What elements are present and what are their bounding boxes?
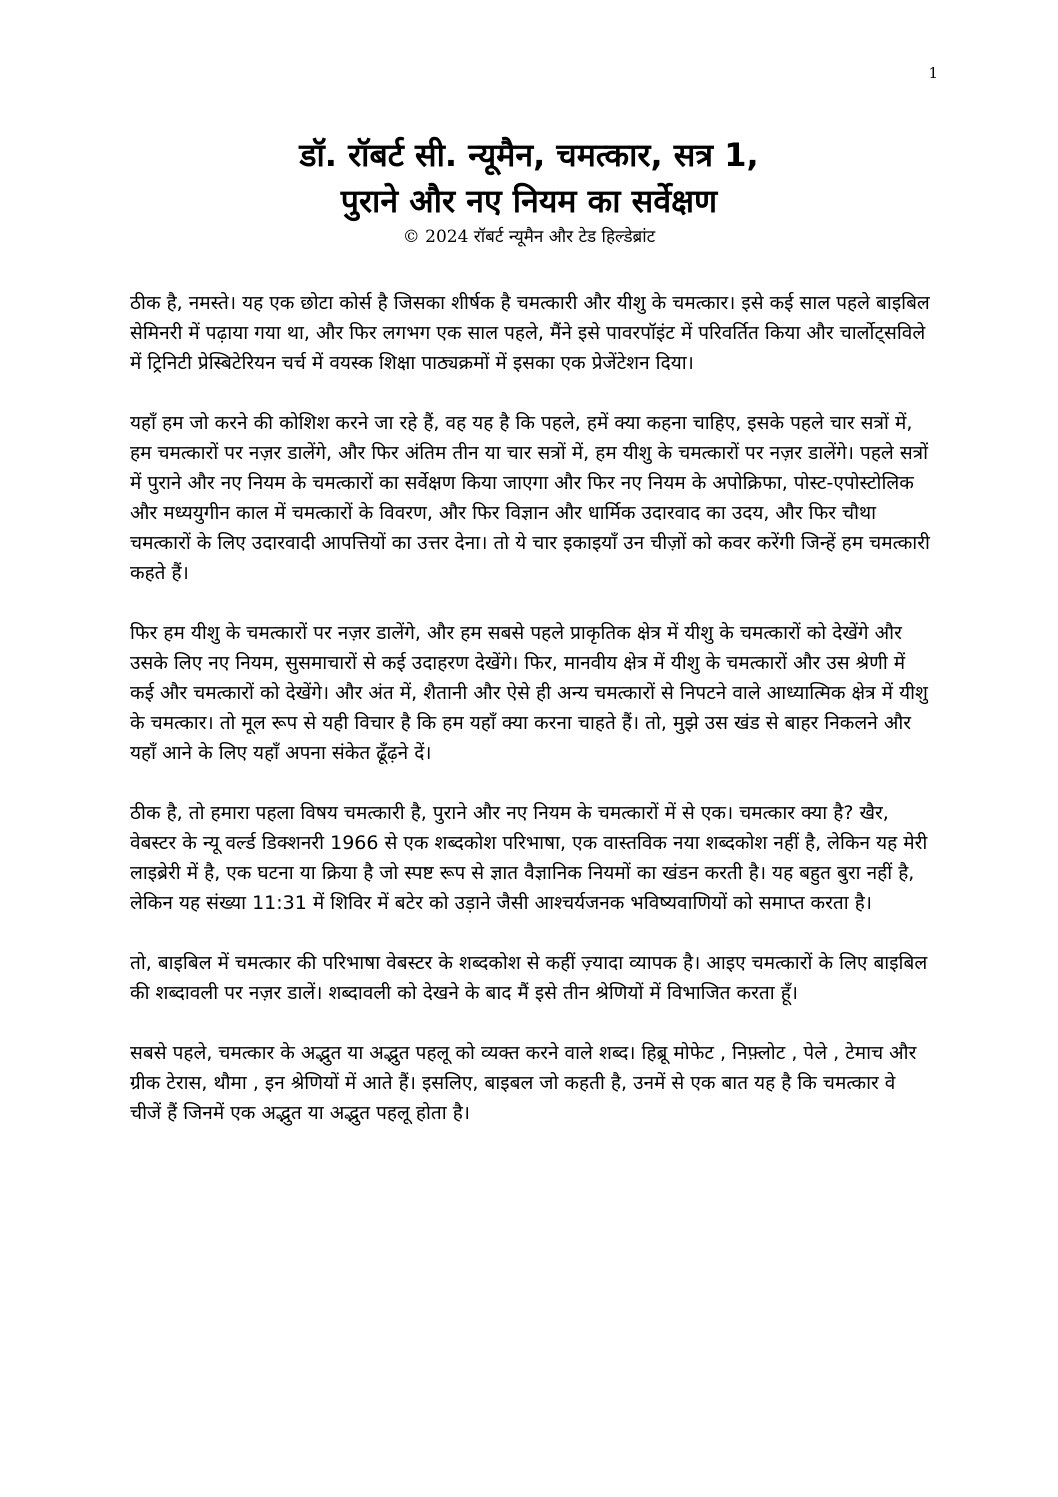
paragraph: ठीक है, तो हमारा पहला विषय चमत्कारी है, पुराने और नए नियम के चमत्कारों में से एक। चमत्कार क्या है? खैर, वेबस्टर के न्यू वर्ल्ड डिक्शनरी 1966 से एक शब्दकोश परिभाषा, एक वास्तविक नया शब्दकोश नहीं है, लेकिन यह मेरी लाइब्रेरी में है, एक घटना या क्रिया है जो स्पष्ट रूप से ज्ञात वैज्ञानिक नियमों का खंडन करती है। यह बहुत बुरा नहीं है, लेकिन यह संख्या 11:31 में शिविर में बटेर को उड़ाने जैसी आश्चर्यजनक भविष्यवाणियों को समाप्त करता है। (130, 802, 928, 914)
paragraph: तो, बाइबिल में चमत्कार की परिभाषा वेबस्टर के शब्दकोश से कहीं ज़्यादा व्यापक है। आइए चमत्कारों के लिए बाइबिल की शब्दावली पर नज़र डालें। शब्दावली को देखने के बाद मैं इसे तीन श्रेणियों में विभाजित करता हूँ। (130, 952, 928, 1004)
title-block (100, 132, 958, 250)
copyright-line: © 2024 रॉबर्ट न्यूमैन और टेड हिल्डेब्रांट (402, 227, 656, 247)
page-number: 1 (928, 64, 938, 82)
title-line-1: डॉ. रॉबर्ट सी. न्यूमैन, चमत्कार, सत्र 1, (299, 136, 759, 174)
body-text (130, 288, 930, 1158)
paragraph: सबसे पहले, चमत्कार के अद्भुत या अद्भुत पहलू को व्यक्त करने वाले शब्द। हिब्रू मोफेट , निफ़्लोट , पेले , टेमाच और ग्रीक टेरास, थौमा , इन श्रेणियों में आते हैं। इसलिए, बाइबल जो कहती है, उनमें से एक बात यह है कि चमत्कार वे चीजें हैं जिनमें एक अद्भुत या अद्भुत पहलू होता है। (130, 1042, 917, 1124)
paragraph: फिर हम यीशु के चमत्कारों पर नज़र डालेंगे, और हम सबसे पहले प्राकृतिक क्षेत्र में यीशु के चमत्कारों को देखेंगे और उसके लिए नए नियम, सुसमाचारों से कई उदाहरण देखेंगे। फिर, मानवीय क्षेत्र में यीशु के चमत्कारों और उस श्रेणी में कई और चमत्कारों को देखेंगे। और अंत में, शैतानी और ऐसे ही अन्य चमत्कारों से निपटने वाले आध्यात्मिक क्षेत्र में यीशु के चमत्कार। तो मूल रूप से यही विचार है कि हम यहाँ क्या करना चाहते हैं। तो, मुझे उस खंड से बाहर निकलने और यहाँ आने के लिए यहाँ अपना संकेत ढूँढ़ने दें। (130, 622, 928, 764)
paragraph: ठीक है, नमस्ते। यह एक छोटा कोर्स है जिसका शीर्षक है चमत्कारी और यीशु के चमत्कार। इसे कई साल पहले बाइबिल सेमिनरी में पढ़ाया गया था, और फिर लगभग एक साल पहले, मैंने इसे पावरपॉइंट में परिवर्तित किया और चार्लोट्सविले में ट्रिनिटी प्रेस्बिटेरियन चर्च में वयस्क शिक्षा पाठ्यक्रमों में इसका एक प्रेजेंटेशन दिया। (130, 292, 930, 374)
paragraph: यहाँ हम जो करने की कोशिश करने जा रहे हैं, वह यह है कि पहले, हमें क्या कहना चाहिए, इसके पहले चार सत्रों में, हम चमत्कारों पर नज़र डालेंगे, और फिर अंतिम तीन या चार सत्रों में, हम यीशु के चमत्कारों पर नज़र डालेंगे। पहले सत्रों में पुराने और नए नियम के चमत्कारों का सर्वेक्षण किया जाएगा और फिर नए नियम के अपोक्रिफा, पोस्ट-एपोस्टोलिक और मध्ययुगीन काल में चमत्कारों के विवरण, और फिर विज्ञान और धार्मिक उदारवाद का उदय, और फिर चौथा चमत्कारों के लिए उदारवादी आपत्तियों का उत्तर देना। तो ये चार इकाइयाँ उन चीज़ों को कवर करेंगी जिन्हें हम चमत्कारी कहते हैं। (130, 412, 930, 584)
title-line-2: पुराने और नए नियम का सर्वेक्षण (340, 182, 718, 220)
